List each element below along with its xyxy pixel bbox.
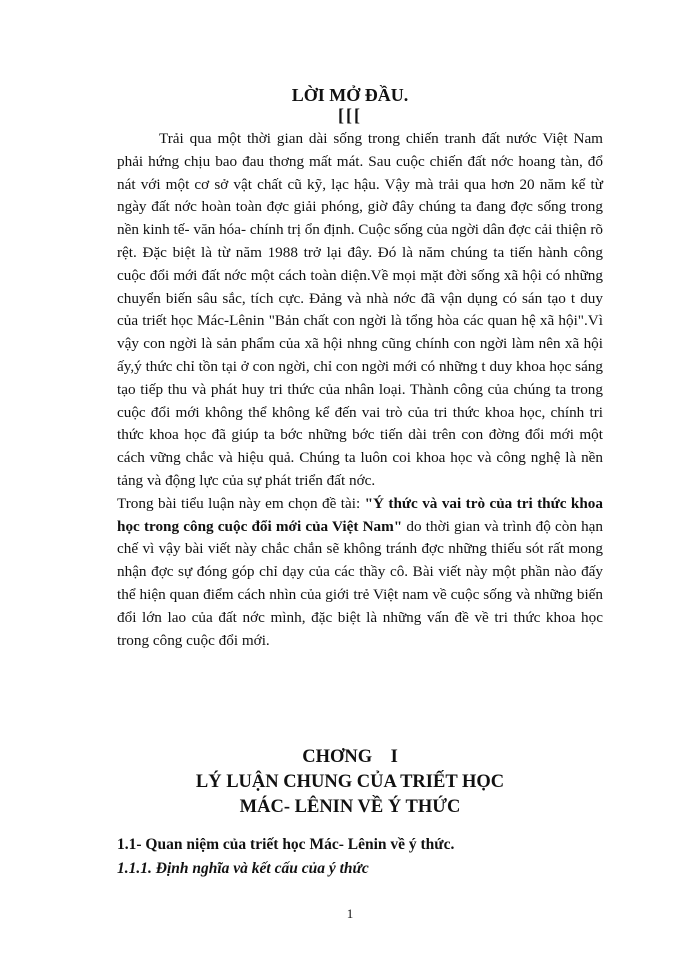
topic-title: "Ý thức và vai trò của tri thức khoa học trong công cuộc đổi mới của Việt Nam" [117, 494, 603, 535]
topic-paragraph [117, 493, 603, 653]
chapter-title-line-1: LÝ LUẬN CHUNG CỦA TRIẾT HỌC [195, 772, 505, 792]
document-title: LỜI MỞ ĐẦU. [291, 85, 409, 105]
topic-rest-text: do thời gian và trình độ còn hạn chế vì vậy bài viết này chắc chắn sẽ không tránh đợc những thiếu sót rất mong nhận đợc sự đóng góp chỉ dạy của các thầy cô. Bài viết này một phần nào đấy thể hiện quan điểm cách nhìn của giới trẻ Việt nam về cuộc sống và những biến đổi lớn lao của đất nớc mình, đặc biệt là những vấn đề về tri thức khoa học trong công cuộc đổi mới. [117, 517, 604, 649]
chapter-heading [0, 745, 700, 820]
chapter-title-line-2: MÁC- LÊNIN VỀ Ý THỨC [239, 797, 461, 817]
document-body [117, 128, 603, 652]
page-number: 1 [346, 906, 354, 921]
chapter-number: CHƠNG I [302, 747, 398, 767]
topic-intro-text: Trong bài tiểu luận này em chọn đề tài: [117, 494, 365, 512]
title-marks: [[[ [338, 105, 362, 125]
section-heading: 1.1- Quan niệm của triết học Mác- Lênin về ý thức. [117, 836, 455, 853]
subsection-heading: 1.1.1. Định nghĩa và kết cấu của ý thức [117, 860, 369, 877]
intro-paragraph: Trải qua một thời gian dài sống trong chiến tranh đất nước Việt Nam phải hứng chịu bao đau thơng mất mát. Sau cuộc chiến đất nớc hoang tàn, đổ nát với một cơ sở vật chất cũ kỹ, lạc hậu. Vậy mà trải qua hơn 20 năm kể từ ngày đất nớc hoàn toàn đợc giải phóng, giờ đây chúng ta đang đợc sống trong nền kinh tế- văn hóa- chính trị ổn định. Cuộc sống của ngời dân đợc cải thiện rõ rệt. Đặc biệt là từ năm 1988 trở lại đây. Đó là năm chúng ta tiến hành công cuộc đổi mới đất nớc một cách toàn diện.Về mọi mặt đời sống xã hội có những chuyển biến sâu sắc, tích cực. Đảng và nhà nớc đã vận dụng có sán tạo t duy của triết học Mác-Lênin "Bản chất con ngời là tổng hòa các quan hệ xã hội".Vì vậy con ngời là sản phẩm của xã hội nhng cũng chính con ngời làm nên xã hội ấy,ý thức chỉ tồn tại ở con ngời, chỉ con ngời mới có những t duy khoa học sáng tạo tiếp thu và phát huy tri thức của nhân loại. Thành công của chúng ta trong cuộc đổi mới không thể không kể đến vai trò của tri thức khoa học, chính tri thức khoa học đã giúp ta bớc những bớc tiến dài trên con đờng đổi mới một cách vững chắc và hiệu quả. Chúng ta luôn coi khoa học và công nghệ là nền tảng và động lực của sự phát triển đất nớc. [117, 130, 603, 489]
